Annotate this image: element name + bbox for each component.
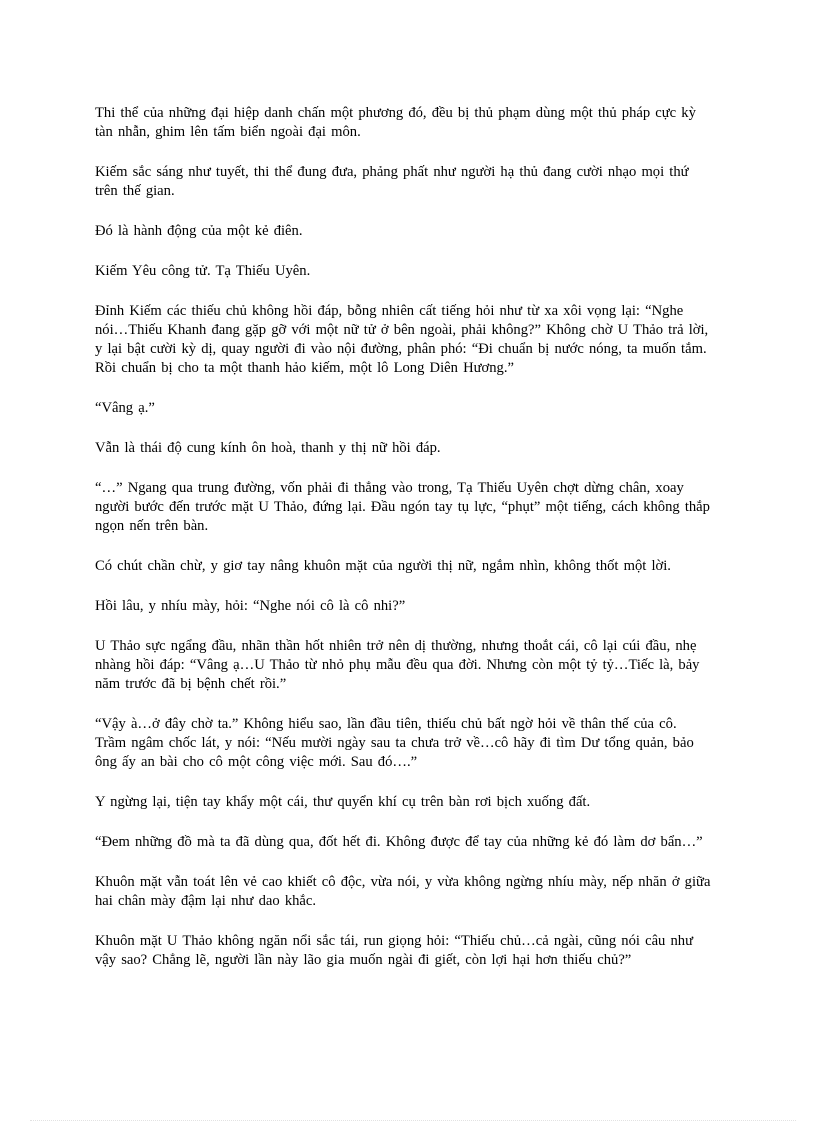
paragraph: Có chút chần chừ, y giơ tay nâng khuôn mặt của người thị nữ, ngắm nhìn, không thốt một lời. <box>95 558 671 574</box>
paragraph: U Thảo sực ngẩng đầu, nhãn thần hốt nhiên trở nên dị thường, nhưng thoắt cái, cô lại cúi đầu, nhẹ nhàng hồi đáp: “Vâng ạ…U Thảo từ nhỏ phụ mẫu đều qua đời. Nhưng còn một tỷ tỷ…Tiếc là, bảy năm trước đã bị bệnh chết rồi.” <box>95 638 700 692</box>
paragraph: “Vậy à…ở đây chờ ta.” Không hiểu sao, lần đầu tiên, thiếu chủ bất ngờ hỏi về thân thế của cô. Trầm ngâm chốc lát, y nói: “Nếu mười ngày sau ta chưa trở về…cô hãy đi tìm Dư tổng quản, bảo ông ấy an bài cho cô một công việc mới. Sau đó….” <box>95 716 694 770</box>
paragraph: Y ngừng lại, tiện tay khẩy một cái, thư quyển khí cụ trên bàn rơi bịch xuống đất. <box>95 794 591 810</box>
paragraph: Khuôn mặt U Thảo không ngăn nổi sắc tái, run giọng hỏi: “Thiếu chủ…cả ngài, cũng nói câu như vậy sao? Chẳng lẽ, người lần này lão gia muốn ngài đi giết, còn lợi hại hơn thiếu chủ?” <box>95 933 693 968</box>
paragraph: Vẫn là thái độ cung kính ôn hoà, thanh y thị nữ hồi đáp. <box>95 440 441 456</box>
paragraph: Đó là hành động của một kẻ điên. <box>95 223 303 239</box>
paragraph: Hồi lâu, y nhíu mày, hỏi: “Nghe nói cô là cô nhi?” <box>95 598 406 614</box>
paragraph: “Vâng ạ.” <box>95 400 155 416</box>
paragraph: Thi thể của những đại hiệp danh chấn một phương đó, đều bị thủ phạm dùng một thủ pháp cực kỳ tàn nhẫn, ghim lên tấm biển ngoài đại môn. <box>95 105 696 140</box>
paragraph: Kiếm sắc sáng như tuyết, thi thể đung đưa, phảng phất như người hạ thủ đang cười nhạo mọi thứ trên thế gian. <box>95 164 689 199</box>
paragraph: Kiếm Yêu công tử. Tạ Thiếu Uyên. <box>95 263 311 279</box>
paragraph: “Đem những đồ mà ta đã dùng qua, đốt hết đi. Không được để tay của những kẻ đó làm dơ bẩn…” <box>95 834 703 850</box>
document-body <box>95 104 711 991</box>
paragraph: Đỉnh Kiếm các thiếu chủ không hồi đáp, bỗng nhiên cất tiếng hỏi như từ xa xôi vọng lại: “Nghe nói…Thiếu Khanh đang gặp gỡ với một nữ tử ở bên ngoài, phải không?” Không chờ U Thảo trả lời, y lại bật cười kỳ dị, quay người đi vào nội đường, phân phó: “Đi chuẩn bị nước nóng, ta muốn tắm. Rồi chuẩn bị cho ta một thanh hảo kiếm, một lô Long Diên Hương.” <box>95 303 709 376</box>
paragraph: Khuôn mặt vẫn toát lên vẻ cao khiết cô độc, vừa nói, y vừa không ngừng nhíu mày, nếp nhăn ở giữa hai chân mày đậm lại như dao khắc. <box>95 874 711 909</box>
paragraph: “…” Ngang qua trung đường, vốn phải đi thẳng vào trong, Tạ Thiếu Uyên chợt dừng chân, xoay người bước đến trước mặt U Thảo, đứng lại. Đầu ngón tay tụ lực, “phụt” một tiếng, cách không thắp ngọn nến trên bàn. <box>95 480 710 534</box>
page-bottom-divider <box>30 1120 796 1121</box>
